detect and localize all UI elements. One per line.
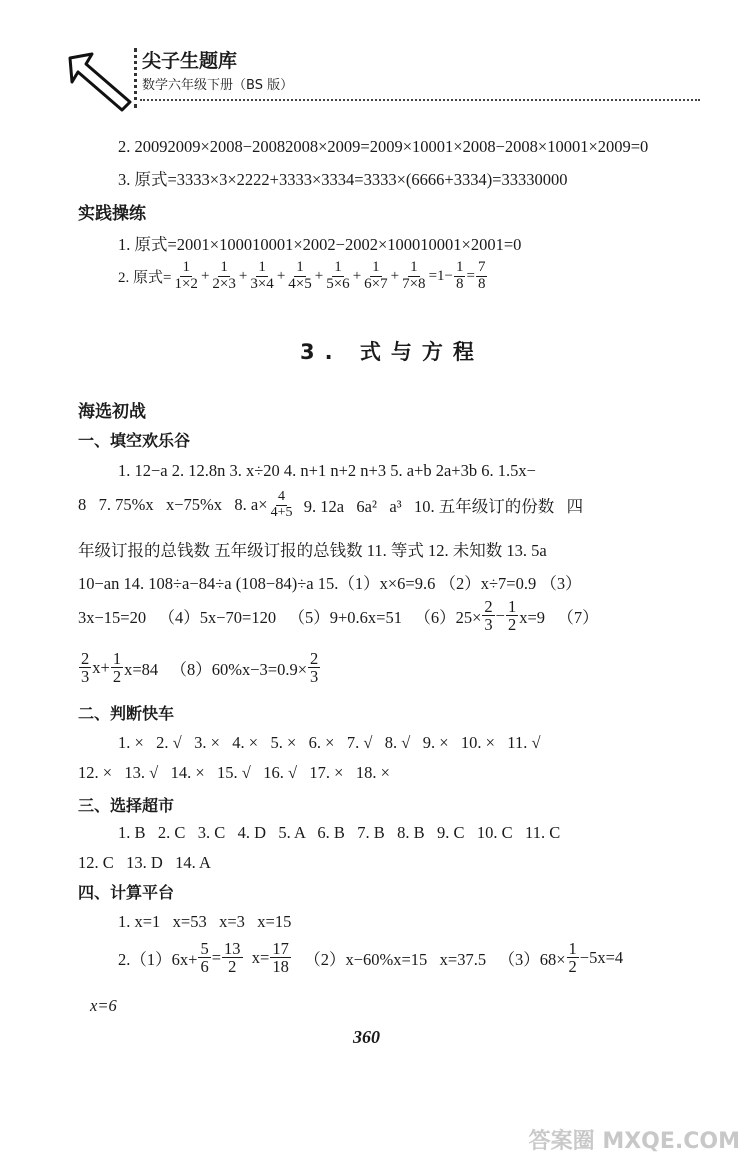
fraction: $\frac{1}{5\times 6}$ <box>326 259 350 292</box>
line-mid: =1− <box>428 267 453 284</box>
answer-line: 3. 原式=3333×3×2222+3333×3334=3333×(6666+3334)=33330000 <box>118 170 568 189</box>
plus-sign: + <box>390 267 400 284</box>
answer-line: 1. x=1 x=53 x=3 x=15 <box>118 912 292 931</box>
fraction: $\frac{7}{8}$ <box>477 259 486 292</box>
header-dotted-rule <box>140 99 700 101</box>
answer-line: 8 7. 75%x x−75%x 8. a× $\frac{4}{4+5}$ 9. 12a 6a² a³ 10. 五年级订的份数 四 <box>78 489 584 520</box>
fraction-sum <box>171 260 428 293</box>
answer-line: 1. 12−a 2. 12.8n 3. x÷20 4. n+1 n+2 n+3 5. a+b 2a+3b 6. 1.5x− <box>118 461 536 480</box>
fraction: $\frac{1}{2}$ <box>112 649 122 687</box>
fraction: $\frac{1}{2\times 3}$ <box>212 259 236 292</box>
part-heading: 二、判断快车 <box>78 704 175 723</box>
fraction: $\frac{4}{4+5}$ <box>270 489 293 520</box>
answer-line: 12. × 13. √ 14. × 15. √ 16. √ 17. × 18. × <box>78 763 390 782</box>
fraction: $\frac{2}{3}$ <box>310 649 319 687</box>
header-subtitle: 数学六年级下册（BS 版） <box>142 78 294 93</box>
part-heading: 一、填空欢乐谷 <box>78 431 191 450</box>
answer-line: 1. B 2. C 3. C 4. D 5. A 6. B 7. B 8. B 9. C 10. C 11. C <box>118 823 561 842</box>
plus-sign: + <box>314 267 324 284</box>
part-heading: 三、选择超市 <box>78 796 175 815</box>
fraction: $\frac{2}{3}$ <box>81 649 90 687</box>
answer-line: 1. × 2. √ 3. × 4. × 5. × 6. × 7. √ 8. √ 9. × 10. × 11. √ <box>118 733 541 752</box>
answer-line: 2. 20092009×2008−20082008×2009=2009×10001×2008−2008×10001×2009=0 <box>118 137 649 156</box>
page-number: 360 <box>353 1027 380 1047</box>
plus-sign: + <box>238 267 248 284</box>
section-heading: 海选初战 <box>78 402 146 422</box>
answer-line-fractions: 2. 原式= $\frac{1}{1\times 2}$ + $\frac{1}{2\times 3}$ + $\frac{1}{3\times 4}$ + $\frac{1}{4\times 5}$ + $\frac{1}{5\times 6}$ + $\frac{1}{6\times 7}$ + $\frac{1}{7\times 8}$ =1− $\frac{1}{8}$ = $\frac{7}{8}$ <box>118 259 486 292</box>
fraction: $\frac{5}{6}$ <box>200 939 209 977</box>
answer-line: 12. C 13. D 14. A <box>78 853 211 872</box>
fraction: $\frac{1}{2}$ <box>507 597 517 635</box>
answer-line: 3x−15=20 （4）5x−70=120 （5）9+0.6x=51 （6）25× $\frac{2}{3}$ − $\frac{1}{2}$ x=9 （7） <box>78 597 599 635</box>
answer-line: 年级订报的总钱数 五年级订报的总钱数 11. 等式 12. 未知数 13. 5a <box>78 541 547 560</box>
plus-sign: + <box>200 267 210 284</box>
fraction: $\frac{1}{2}$ <box>568 939 577 977</box>
fraction: $\frac{2}{3}$ <box>484 597 493 635</box>
answer-line: 10−an 14. 108÷a−84÷a (108−84)÷a 15.（1）x×6=9.6 （2）x÷7=0.9 （3） <box>78 574 582 593</box>
plus-sign: + <box>276 267 286 284</box>
fraction: $\frac{1}{8}$ <box>455 259 464 292</box>
plus-sign: + <box>352 267 362 284</box>
fraction: $\frac{1}{6\times 7}$ <box>364 259 388 292</box>
fraction: $\frac{17}{18}$ <box>272 939 289 977</box>
fraction: $\frac{1}{7\times 8}$ <box>402 259 426 292</box>
answer-line: $\frac{2}{3}$ x+ $\frac{1}{2}$ x=84 （8）60%x−3=0.9× $\frac{2}{3}$ <box>81 649 319 687</box>
arrow-logo-icon <box>66 50 134 112</box>
fraction: $\frac{1}{4\times 5}$ <box>288 259 312 292</box>
section-heading: 实践操练 <box>78 204 146 224</box>
answer-line: x=6 <box>90 996 117 1015</box>
chapter-title: 3. 式与方程 <box>300 340 484 364</box>
answer-line: 2.（1）6x+ $\frac{5}{6}$ = $\frac{13}{2}$ x= $\frac{17}{18}$ （2）x−60%x=15 x=37.5 （3）68× $\frac{1}{2}$ −5x=4 <box>118 939 624 977</box>
watermark-logo: 答案圈 MXQE.COM <box>528 1129 740 1154</box>
header-title: 尖子生题库 <box>142 50 238 72</box>
fraction: $\frac{1}{1\times 2}$ <box>174 259 198 292</box>
fraction: $\frac{1}{3\times 4}$ <box>250 259 274 292</box>
header-divider <box>134 48 137 108</box>
answer-line: 1. 原式=2001×100010001×2002−2002×100010001×2001=0 <box>118 235 522 254</box>
line-prefix: 2. 原式= <box>118 269 172 286</box>
part-heading: 四、计算平台 <box>78 883 175 902</box>
fraction: $\frac{13}{2}$ <box>224 939 241 977</box>
